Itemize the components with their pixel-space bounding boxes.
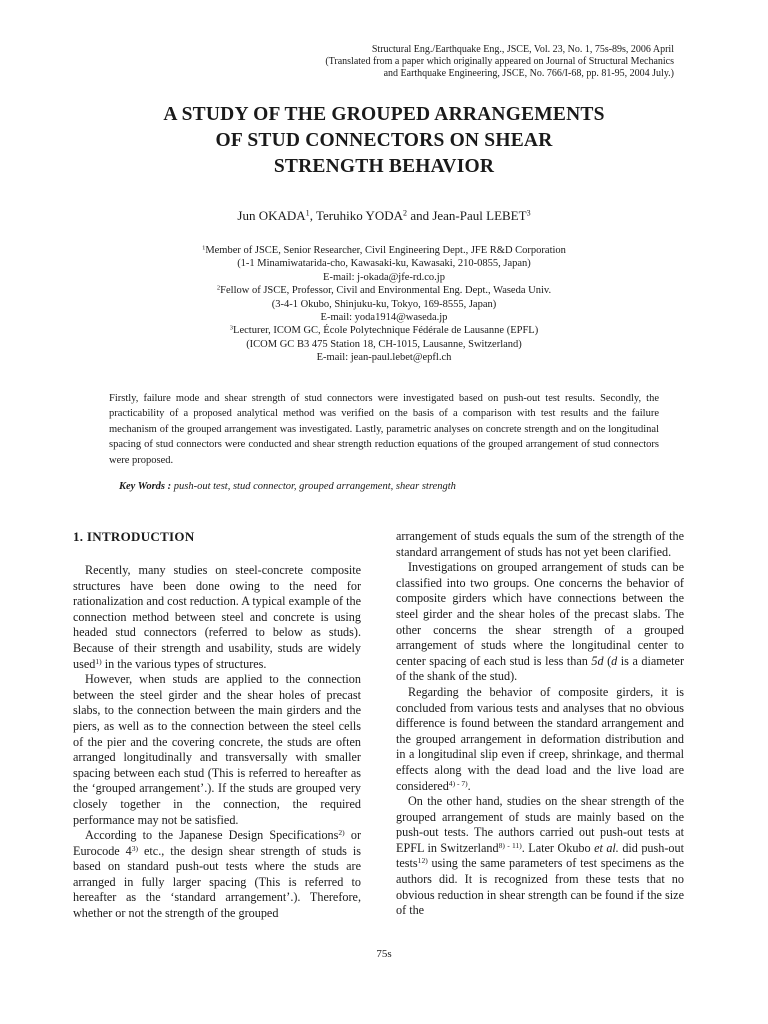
- section-heading: 1. INTRODUCTION: [73, 529, 195, 544]
- abstract: Firstly, failure mode and shear strength of stud connectors were investigated based on push-out test results. Secondly, the practicability of a proposed analytical method was verified on the basis of a comparison with test results and the failure mechanism of the grouped arrangement was investigated. Lastly, parametric analyses on concrete strength and on the longitudinal spacing of stud connectors were conducted and shear strength reduction equations of the grouped arrangement of stud connectors were proposed.: [109, 393, 659, 466]
- email: E-mail: j-okada@jfe-rd.co.jp: [323, 271, 445, 283]
- affiliations: [0, 244, 768, 365]
- email: E-mail: yoda1914@waseda.jp: [320, 312, 448, 324]
- affiliation-3: $^3$Lecturer, ICOM GC, École Polytechnique Fédérale de Lausanne (EPFL) (ICOM GC B3 475 Station 18, CH-1015, Lausanne, Switzerland) E-mail: jean-paul.lebet@epfl.ch: [0, 324, 768, 364]
- paragraph: Investigations on grouped arrangement of studs can be classified into two groups. One concerns the behavior of composite girders which have connections between the steel girder and the shear holes of the precast slabs. The other concerns the shear strength of a grouped arrangement of studs where the longitudinal center to center spacing of each stud is less than 5d (d is a diameter of the shank of the stud).: [396, 560, 685, 684]
- paragraph: However, when studs are applied to the connection between the steel girder and the shear holes of precast slabs, to the connection between the main girders and the piers, as well as to the connection between the steel cells of the pier and the covering concrete, the studs are often arranged longitudinally and transversally with smaller spacing between each stud (This is referred to hereafter as the ‘grouped arrangement’.). If the studs are grouped very closely together in the connection, the required performance may not be satisfied.: [73, 672, 361, 827]
- title-line: STRENGTH BEHAVIOR: [273, 156, 495, 177]
- paragraph: On the other hand, studies on the shear strength of the grouped arrangement of studs are mainly based on the push-out tests. The authors carried out push-out tests at EPFL in Switzerland$^{8) - 11)}$. Later Okubo et al. did push-out tests$^{12)}$ using the same parameters of test specimens as the authors did. It is recognized from these tests that no obvious reduction in shear strength can be found if the size of the: [396, 794, 684, 918]
- translation-note: (Translated from a paper which originally appeared on Journal of Structural Mechanics: [325, 55, 674, 67]
- paragraph: Regarding the behavior of composite girders, it is concluded from various tests and analyses that no obvious difference is found between the standard arrangement and the grouped arrangement in deformation distribution and in a longitudinal slip even if creep, shrinkage, and thermal effects along with the dead load and the live load are considered$^{4) - 7)}$.: [396, 684, 684, 793]
- keywords: [119, 480, 456, 494]
- paragraph: According to the Japanese Design Specifications$^{2)}$ or Eurocode 4$^{3)}$ etc., the design shear strength of studs is based on standard push-out tests where the studs are arranged in fully larger spacing (This is referred to hereafter as the ‘standard arrangement’.). Therefore, whether or not the strength of the grouped: [73, 827, 361, 921]
- page-number: 75s: [376, 948, 392, 960]
- author-affil-mark: 3: [526, 208, 531, 218]
- author-name: and Jean-Paul LEBET: [407, 208, 527, 223]
- title-line: A STUDY OF THE GROUPED ARRANGEMENTS: [163, 104, 605, 125]
- author-name: Jun OKADA: [237, 208, 306, 223]
- title-line: OF STUD CONNECTORS ON SHEAR: [215, 130, 553, 151]
- email: E-mail: jean-paul.lebet@epfl.ch: [316, 352, 452, 364]
- paragraph: Recently, many studies on steel-concrete composite structures have been done owing to the need for rationalization and cost reduction. A typical example of the connection method between steel and concrete is using headed stud connectors (referred to below as studs). Because of their strength and usability, studs are widely used$^{1)}$ in the various types of structures.: [73, 563, 362, 671]
- keywords-text: push-out test, stud connector, grouped arrangement, shear strength: [173, 481, 456, 492]
- journal-header: [194, 44, 674, 79]
- affiliation-1: $^1$Member of JSCE, Senior Researcher, Civil Engineering Dept., JFE R&D Corporation (1-1 Minamiwatarida-cho, Kawasaki-ku, Kawasaki, 210-0855, Japan) E-mail: j-okada@jfe-rd.co.jp: [0, 244, 768, 284]
- keywords-label: Key Words :: [119, 481, 172, 492]
- author-affil-mark: 1: [305, 208, 310, 218]
- author-list: [0, 208, 768, 224]
- author-affil-mark: 2: [403, 208, 408, 218]
- left-column: [73, 529, 361, 922]
- author-name: , Teruhiko YODA: [309, 208, 404, 223]
- journal-citation: Structural Eng./Earthquake Eng., JSCE, Vol. 23, No. 1, 75s-89s, 2006 April: [371, 44, 674, 55]
- right-column: [396, 529, 684, 919]
- paragraph: arrangement of studs equals the sum of the strength of the standard arrangement of studs has not yet been clarified.: [396, 529, 684, 559]
- original-source: and Earthquake Engineering, JSCE, No. 766/I-68, pp. 81-95, 2004 July.): [383, 67, 674, 79]
- affiliation-2: $^2$Fellow of JSCE, Professor, Civil and Environmental Eng. Dept., Waseda Univ. (3-4-1 Okubo, Shinjuku-ku, Tokyo, 169-8555, Japan) E-mail: yoda1914@waseda.jp: [0, 284, 768, 324]
- paper-title: [0, 102, 768, 180]
